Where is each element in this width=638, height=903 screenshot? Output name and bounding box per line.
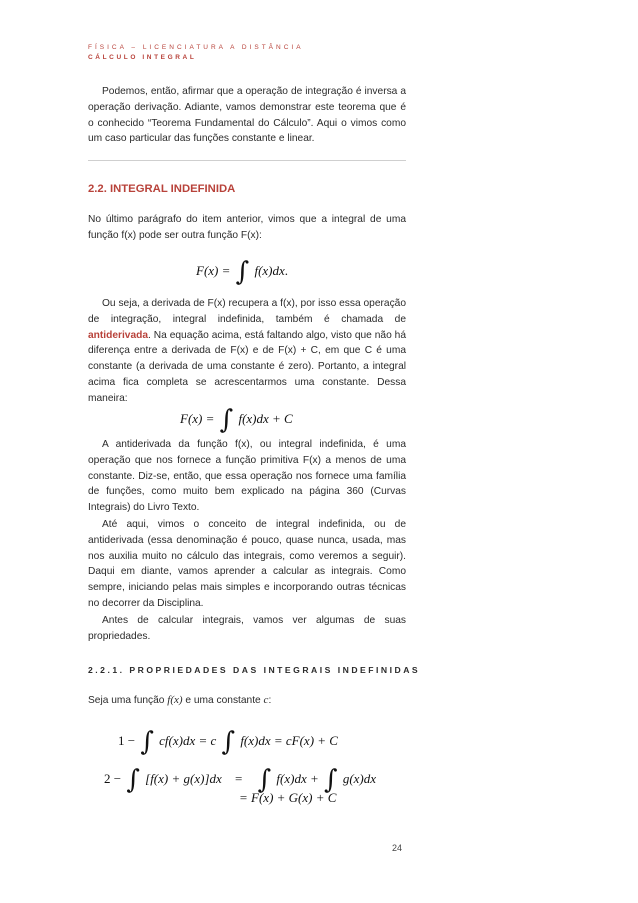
eq1-end: .: [284, 263, 289, 278]
integral-sign-icon: ∫: [324, 765, 338, 795]
integral-sign-icon: ∫: [140, 727, 154, 757]
paragraph-1: No último parágrafo do item anterior, vimos que a integral de uma função f(x) pode ser outra função F(x):: [88, 214, 406, 241]
paragraph-5: Antes de calcular integrais, vamos ver algumas de suas propriedades.: [88, 615, 406, 642]
equation-1: [196, 252, 289, 287]
p6-end: :: [268, 695, 272, 706]
term-antiderivada: antiderivada: [88, 329, 149, 341]
paragraph-6: [88, 693, 406, 709]
p6-fx: f(x): [167, 694, 183, 706]
prop1-term-1: cf(x)dx = c: [159, 733, 217, 748]
integral-sign-icon: ∫: [257, 765, 272, 795]
eq2-lhs: F(x) =: [180, 411, 215, 426]
paragraph-4: Até aqui, vimos o conceito de integral indefinida, ou de antiderivada (essa denominação é pouco, quase nunca, usada, mas nos auxilia muito no cálculo das integrais, como veremos a seguir). Daqui em diante, vamos aprender a calcular as integrais. Como sempre, iniciando pelas mais simples e incorporando outras técnicas no decorrer da Disciplina.: [88, 519, 406, 609]
property-1: [118, 722, 338, 757]
prop2-line-2: = F(x) + G(x) + C: [239, 790, 337, 805]
prop2-equals: =: [235, 771, 243, 786]
subsection-title: 2.2.1. PROPRIEDADES DAS INTEGRAIS INDEFINIDAS: [88, 665, 421, 675]
integral-sign-icon: ∫: [235, 257, 250, 287]
page-number: 24: [392, 843, 403, 853]
running-header: [88, 44, 304, 61]
eq2-rhs: f(x)dx + C: [238, 411, 293, 426]
eq1-rhs: f(x)dx: [254, 263, 285, 278]
header-subject: CÁLCULO INTEGRAL: [88, 54, 197, 61]
p6-text-a: Seja uma função: [88, 695, 168, 706]
p2-text-a: Ou seja, a derivada de F(x) recupera a f(x), por isso essa operação de integração, integral indefinida, também é chamada de: [88, 298, 406, 325]
property-2: [104, 760, 377, 795]
prop1-term-2: f(x)dx = cF(x) + C: [240, 733, 338, 748]
p2-text-b: . Na equação acima, está faltando algo, visto que não há diferença entre a derivada de F(x) e de F(x) + C, em que C é uma constante (a derivada de uma constante é zero). Portanto, a integral acima fica completa se acrescentarmos uma constante. Dessa maneira:: [88, 329, 406, 404]
integral-sign-icon: ∫: [126, 765, 140, 795]
p6-c: c: [263, 694, 269, 706]
prop2-number: 2 −: [104, 771, 122, 786]
paragraph-3: A antiderivada da função f(x), ou integral indefinida, é uma operação que nos fornece a função primitiva F(x) a menos de uma constante. Diz-se, então, que essa operação nos fornece uma família de funções, como muito bem explicado na página 360 (Curvas Integrais) do Livro Texto.: [88, 439, 406, 514]
paragraph-2: [88, 296, 406, 407]
integral-sign-icon: ∫: [221, 727, 236, 757]
prop2-term-3: g(x)dx: [342, 771, 377, 786]
section-title: 2.2. INTEGRAL INDEFINIDA: [88, 183, 236, 195]
prop2-term-1: [f(x) + g(x)]dx: [145, 771, 222, 786]
p6-text-b: e uma constante: [182, 695, 264, 706]
property-2-line-2: [239, 790, 336, 806]
integral-sign-icon: ∫: [219, 405, 234, 435]
prop1-number: 1 −: [118, 733, 136, 748]
header-course: FÍSICA – LICENCIATURA A DISTÂNCIA: [88, 44, 304, 51]
section-divider: [88, 160, 406, 161]
eq1-lhs: F(x) =: [196, 263, 231, 278]
prop2-term-2: f(x)dx +: [276, 771, 319, 786]
equation-2: [180, 400, 293, 435]
intro-paragraph: Podemos, então, afirmar que a operação de integração é inversa a operação derivação. Adiante, vamos demonstrar este teorema que é o conhecido “Teorema Fundamental do Cálculo”. Aqui o vimos como um caso particular das funções constante e linear.: [88, 86, 406, 145]
